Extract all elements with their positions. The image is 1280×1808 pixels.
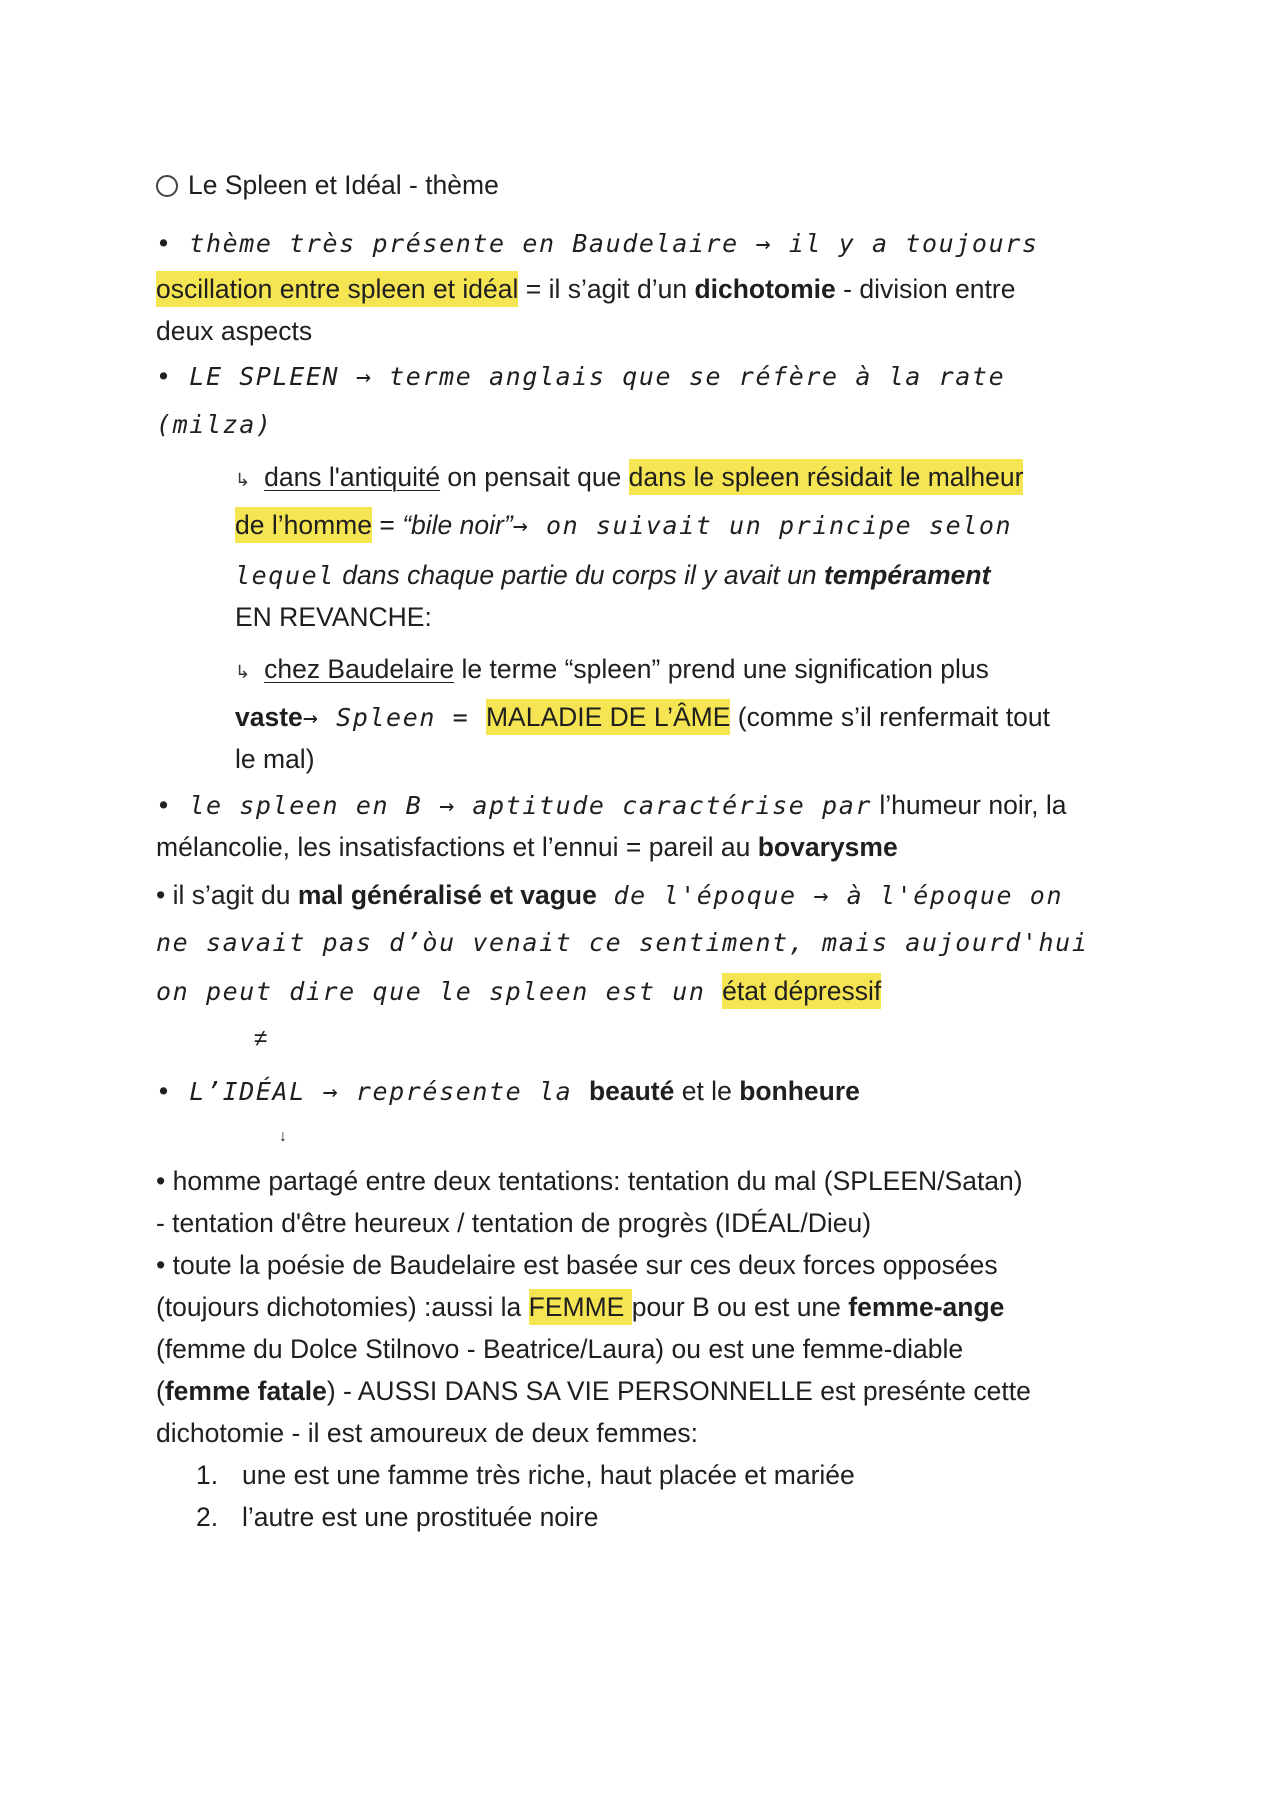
highlight: de l’homme	[235, 507, 372, 543]
note-line: lequel dans chaque partie du corps il y avait un tempérament	[235, 560, 991, 590]
note-line: (femme fatale) - AUSSI DANS SA VIE PERSONNELLE est presénte cette	[156, 1376, 1031, 1406]
note-line: dichotomie - il est amoureux de deux femmes:	[156, 1418, 699, 1448]
note-line: vaste→ Spleen = MALADIE DE L’ÂME (comme s’il renfermait tout	[235, 698, 1050, 737]
note-line: • le spleen en B → aptitude caractérise par l’humeur noir, la	[156, 790, 1067, 820]
return-arrow-icon: ↳	[235, 470, 251, 491]
note-line: mélancolie, les insatisfactions et l’ennui = pareil au bovarysme	[156, 832, 898, 862]
note-line: • L’IDÉAL → représente la beauté et le bonheure	[156, 1076, 860, 1106]
note-line: de l’homme = “bile noir”→ on suivait un principe selon	[235, 506, 1012, 545]
note-line: • thème très présente en Baudelaire → il y a toujours	[156, 229, 1039, 258]
note-line: (milza)	[156, 410, 273, 439]
note-line: deux aspects	[156, 316, 313, 346]
section-title: Le Spleen et Idéal - thème	[156, 166, 499, 204]
note-line: • il s’agit du mal généralisé et vague de l'époque → à l'époque on	[156, 880, 1064, 910]
highlight: état dépressif	[722, 973, 881, 1009]
highlight: MALADIE DE L’ÂME	[486, 699, 730, 735]
highlight: FEMME	[529, 1289, 632, 1325]
note-line: • toute la poésie de Baudelaire est basée sur ces deux forces opposées	[156, 1250, 998, 1280]
circle-bullet-icon	[156, 175, 178, 197]
note-line: - tentation d'être heureux / tentation de progrès (IDÉAL/Dieu)	[156, 1208, 872, 1238]
highlight: dans le spleen résidait le malheur	[629, 459, 1024, 495]
note-line: le mal)	[235, 744, 315, 774]
note-line: EN REVANCHE:	[235, 602, 432, 632]
note-line: • homme partagé entre deux tentations: tentation du mal (SPLEEN/Satan)	[156, 1166, 1023, 1196]
note-line: ne savait pas d’òu venait ce sentiment, mais aujourd'hui	[156, 928, 1089, 957]
note-line: (femme du Dolce Stilnovo - Beatrice/Laura) ou est une femme-diable	[156, 1334, 964, 1364]
note-line: (toujours dichotomies) :aussi la FEMME pour B ou est une femme-ange	[156, 1288, 1004, 1326]
list-item: 2. l’autre est une prostituée noire	[196, 1502, 599, 1532]
note-line: oscillation entre spleen et idéal = il s’agit d’un dichotomie - division entre	[156, 270, 1015, 308]
list-item: 1. une est une famme très riche, haut placée et mariée	[196, 1460, 855, 1490]
return-arrow-icon: ↳	[235, 662, 251, 683]
note-line: ↳ chez Baudelaire le terme “spleen” prend une signification plus	[235, 654, 989, 684]
note-line: • LE SPLEEN → terme anglais que se réfère à la rate	[156, 362, 1006, 391]
not-equal-symbol: ≠	[254, 1025, 268, 1052]
down-arrow-icon: ↓	[279, 1128, 287, 1145]
highlight: oscillation entre spleen et idéal	[156, 271, 518, 307]
note-line: on peut dire que le spleen est un état dépressif	[156, 972, 881, 1011]
note-line: ↳ dans l'antiquité on pensait que dans le spleen résidait le malheur	[235, 458, 1023, 500]
